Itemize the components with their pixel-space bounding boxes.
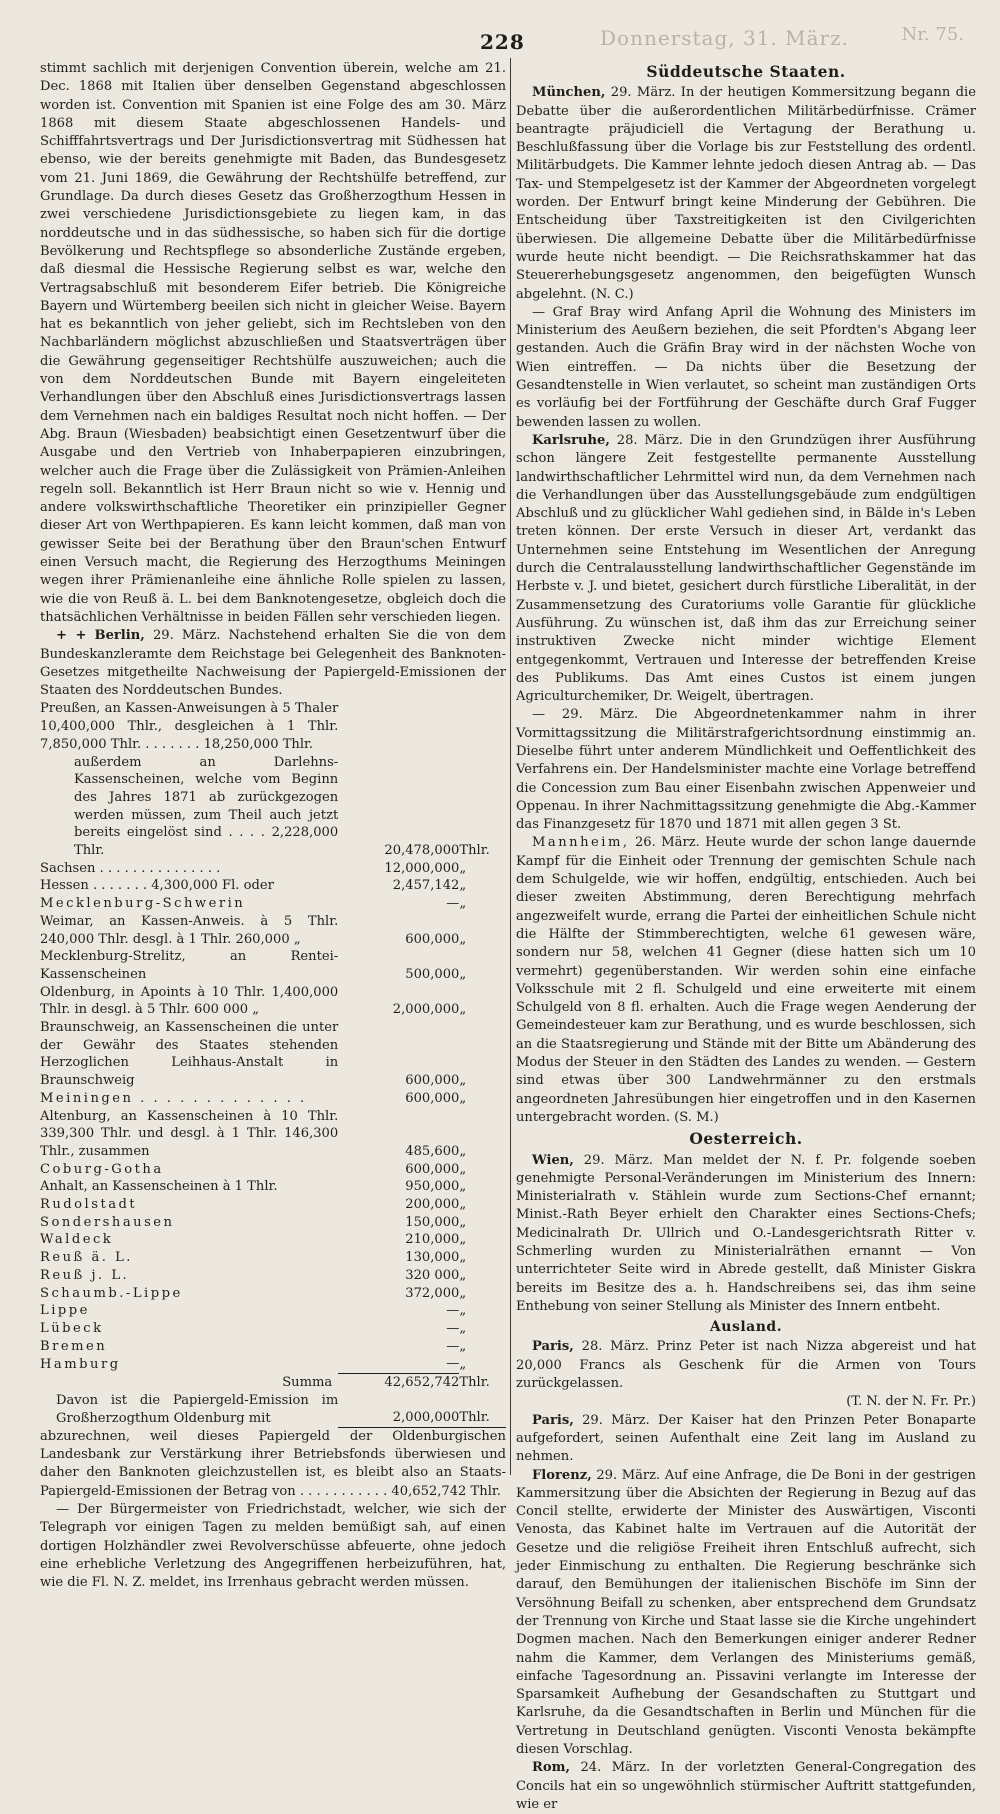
- article-text: — Der Bürgermeister von Friedrichstadt, welcher, wie sich der Telegraph vor einigen Tagen zu melden bemüßigt sah, auf einen dortigen Holzhändler zwei Revolverschüsse abfeuerte, ohne jedoch eine erhebliche Verletzung des Angegriffenen herbeizuführen, hat, wie die Fl. N. Z. meldet, ins Irrenhaus gebracht werden müssen.: [40, 1501, 506, 1591]
- state-amount: 600,000: [405, 1073, 460, 1089]
- dateline-date: 29. März.: [582, 1412, 650, 1428]
- article-paris-1: [516, 1338, 976, 1393]
- ditto-mark: „: [459, 1179, 467, 1195]
- article-karlsruhe: [516, 432, 976, 706]
- state-amount: 2,457,142: [392, 878, 460, 894]
- state-amount: 2,000,000: [392, 1002, 460, 1018]
- page-header: [0, 22, 1000, 60]
- dateline-date: 26. März.: [634, 835, 700, 851]
- state-label: Rudolstadt: [40, 1197, 138, 1213]
- ditto-mark: „: [459, 1197, 467, 1213]
- dateline-city: Paris,: [532, 1412, 574, 1428]
- ditto-mark: „: [459, 1356, 467, 1372]
- state-label: Reuß ä. L.: [40, 1250, 133, 1266]
- state-label: Reuß j. L.: [40, 1267, 130, 1283]
- table-row: [40, 860, 506, 878]
- state-label: Bremen: [40, 1338, 108, 1354]
- state-amount: —: [446, 896, 460, 912]
- ditto-mark: „: [459, 966, 467, 982]
- article-text: Auf eine Anfrage, die De Boni in der gestrigen Kammersitzung über die Absichten der Regierung in Bezug auf das Concil stellte, erwiderte der Minister des Auswärtigen, Visconti Venosta, das Kabinet halte im Vertrauen auf die Autorität der Gesetze und die religiöse Freiheit ihren Entschluß aufrecht, sich jeder Einmischung zu enthalten. Die Regierung beschränke sich darauf, den Bemühungen der italienischen Bischöfe im Sinn der Versöhnung Beifall zu schenken, aber entsprechend dem Grundsatz der Trennung von Kirche und Staat lasse sie die Kirche ungehindert Dogmen machen. Nach den Bemerkungen einiger anderer Redner nahm die Kammer, dem Verlangen des Ministeriums gemäß, einfache Tagesordnung an. Pissavini verlangte im Interesse der Sparsamkeit Aufhebung der Gesandschaften zu Stuttgart und Karlsruhe, da die Gesandtschaften in Berlin und München für die Vertretung in Deutschland genügten. Visconti Venosta bekämpfte diesen Vorschlag.: [516, 1467, 976, 1758]
- ditto-mark: „: [459, 1232, 467, 1248]
- ditto-mark: „: [459, 878, 467, 894]
- dateline-city: Florenz,: [532, 1467, 592, 1483]
- ditto-mark: „: [459, 1285, 467, 1301]
- table-row: [40, 1090, 506, 1108]
- table-row: [40, 1249, 506, 1267]
- state-label: Oldenburg, in Apoints à 10 Thlr. 1,400,000 Thlr. in desgl. à 5 Thlr. 600 000 „: [40, 984, 339, 1018]
- source-credit: (S. M.): [674, 1109, 719, 1125]
- state-label: Meiningen . . . . . . . . . . . . .: [40, 1090, 307, 1106]
- state-label: Sachsen . . . . . . . . . . . . . . .: [40, 860, 221, 876]
- state-amount: —: [446, 1338, 460, 1354]
- state-label: Hessen . . . . . . . 4,300,000 Fl. oder: [40, 878, 274, 894]
- article-text: — Graf Bray wird Anfang April die Wohnung des Ministers im Ministerium des Aeußern beziehen, die seit Pfordten's Abgang leer gestanden. Auch die Gräfin Bray wird in der nächsten Woche von Wien eintreffen. — Da nichts über die Besetzung der Gesandtenstelle in Wien verlautet, so scheint man zuständigen Orts es vorläufig bei der Fortführung der Geschäfte durch Graf Fugger bewenden lassen zu wollen.: [516, 304, 976, 430]
- deduction-label: Davon ist die Papiergeld-Emission im Großherzogthum Oldenburg mit: [56, 1392, 339, 1426]
- state-amount: 130,000: [405, 1250, 460, 1266]
- ditto-mark: „: [459, 1214, 467, 1230]
- article-text: Nachstehend erhalten Sie die von dem Bundeskanzleramte dem Reichstage bei Gelegenheit des Banknoten-Gesetzes mitgetheilte Nachweisung der Papiergeld-Emissionen der Staaten des Norddeutschen Bundes.: [40, 628, 506, 699]
- ditto-mark: „: [459, 1161, 467, 1177]
- article-text: stimmt sachlich mit derjenigen Convention überein, welche am 21. Dec. 1868 mit Italien über denselben Gegenstand abgeschlossen worden ist. Convention mit Spanien ist eine Folge des am 30. März 1868 mit diesem Staate abgeschlossenen Handels- und Schifffahrtsvertrags und Der Jurisdictionsvertrag mit Südhessen hat ebenso, wie der bereits genehmigte mit Baden, das Bundesgesetz vom 21. Juni 1869, die Gewährung der Rechtshülfe betreffend, zur Grundlage. Da durch dieses Gesetz das Großherzogthum Hessen in zwei verschiedene Jurisdictionsgebiete zu liegen kam, in das norddeutsche und in das südhessische, so haben sich für die dortige Bevölkerung und Rechtspflege so absonderliche Zustände ergeben, daß diesmal die Hessische Regierung selbst es war, welche den Vertragsabschluß mit besonderem Eifer betrieb. Die Königreiche Bayern und Würtemberg beeilen sich nicht in gleicher Weise. Bayern hat es bekanntlich von jeher geliebt, sich im Rechtsleben von den Nachbarländern möglichst abzuschließen und Staatsverträgen über die Gewährung gegenseitiger Rechtshülfe auszuweichen; auch die von dem Norddeutschen Bunde mit Bayern eingeleiteten Verhandlungen über den Abschluß eines Jurisdictionsvertrags lassen dem Vernehmen nach ein baldiges Resultat noch nicht hoffen. — Der Abg. Braun (Wiesbaden) beabsichtigt einen Gesetzentwurf über die Ausgabe und den Vertrieb von Inhaberpapieren einzubringen, welcher auch die Frage über die Zulässigkeit von Prämien-Anleihen regeln soll. Bekanntlich ist Herr Braun nicht so wie v. Hennig und andere volkswirthschaftliche Theoretiker ein prinzipieller Gegner dieser Art von Werthpapieren. Es kann leicht kommen, daß man von gewisser Seite bei der Berathung über den Braun'schen Entwurf einen Versuch macht, die Regierung des Herzogthums Meiningen wegen ihrer Prämienanleihe eine ähnliche Rolle spielen zu lassen, wie die von Reuß ä. L. bei dem Banknotengesetze, obgleich doch die thatsächlichen Verhältnisse in beiden Fällen sehr verschieden liegen.: [40, 61, 506, 625]
- table-row: [40, 1108, 506, 1161]
- table-row: [40, 1320, 506, 1338]
- article-text: Man meldet der N. f. Pr. folgende soeben genehmigte Personal-Veränderungen im Ministerium des Innern: Ministerialrath v. Stählein wurde zum Sections-Chef ernannt; Minist.-Rath Beyer erhielt den Charakter eines Sections-Chefs; Medicinalrath Dr. Ullrich und O.-Landesgerichtsrath Ritter v. Schmerling wurden zu Ministerialräthen ernannt — Von unterrichteter Seite wird in Abrede gestellt, daß Minister Giskra bereits im Besitze des a. h. Handschreibens sei, das ihm seine Enthebung von seiner Stellung als Minister des Innern entbeht.: [516, 1152, 976, 1314]
- state-label: Anhalt, an Kassenscheinen à 1 Thlr.: [40, 1179, 278, 1195]
- dateline-date: 29. März.: [583, 1152, 654, 1168]
- state-label: Braunschweig, an Kassenscheinen die unter der Gewähr des Staates stehenden Herzoglichen Leihhaus-Anstalt in Braunschweig: [40, 1020, 339, 1089]
- table-row: [40, 1161, 506, 1179]
- table-row: [40, 1178, 506, 1196]
- table-row: [40, 1285, 506, 1303]
- source-credit: (T. N. der N. Fr. Pr.): [846, 1394, 976, 1410]
- ditto-mark: „: [459, 1143, 467, 1159]
- ditto-mark: „: [459, 1267, 467, 1283]
- unit-label: Thlr.: [459, 843, 490, 859]
- state-amount: 372,000: [405, 1285, 460, 1301]
- state-label: Waldeck: [40, 1232, 114, 1248]
- article-text: Prinz Peter ist nach Nizza abgereist und hat 20,000 Francs als Geschenk für die Armen von Tours zurückgelassen.: [516, 1339, 976, 1392]
- table-row: [40, 1019, 506, 1090]
- table-row: [40, 895, 506, 913]
- dateline-date: 29. März.: [152, 628, 221, 644]
- column-divider: [510, 58, 511, 1475]
- state-label: Mecklenburg-Strelitz, an Rentei-Kassenscheinen: [40, 949, 339, 982]
- article-florenz: [516, 1467, 976, 1760]
- ditto-mark: „: [459, 1321, 467, 1336]
- state-amount: —: [446, 1303, 460, 1319]
- page-number: 228: [480, 30, 525, 54]
- table-total-row: [40, 1374, 506, 1392]
- state-label: Coburg-Gotha: [40, 1161, 164, 1177]
- dateline-date: 28. März.: [581, 1339, 649, 1355]
- table-row: [40, 948, 506, 983]
- dateline-city: Wien,: [532, 1152, 574, 1168]
- source-credit: (N. C.): [590, 286, 634, 302]
- state-sublabel: außerdem an Darlehns-Kassenscheinen, welche vom Beginn des Jahres 1871 ab zurückgezogen werden müssen, zum Theil auch jetzt bereits eingelöst sind . . . . 2,228,000 Thlr.: [74, 754, 339, 859]
- ditto-mark: „: [459, 931, 467, 947]
- dateline-date: 29. März.: [596, 1467, 661, 1483]
- article-mannheim: [516, 834, 976, 1127]
- ditto-mark: „: [459, 1250, 467, 1266]
- ditto-mark: „: [459, 1073, 467, 1089]
- article-text: In der heutigen Kommersitzung begann die Debatte über die außerordentlichen Militärbedürfnisse. Crämer beantragte präjudiciell die Vertagung der Berathung u. Beschlußfassung über die Vorlage bis zur Feststellung des ordentl. Militärbudgets. Die Kammer lehnte jedoch diesen Antrag ab. — Das Tax- und Stempelgesetz ist der Kammer der Abgeordneten vorgelegt worden. Der Entwurf bringt keine Minderung der Gebühren. Die Entscheidung über Taxstreitigkeiten ist den Civilgerichten überwiesen. Die allgemeine Debatte über die Militärbedürfnisse wurde heute nicht beendigt. — Die Reichsrathskammer hat das Steuererhebungsgesetz angenommen, den beigefügten Wunsch abgelehnt.: [516, 85, 976, 302]
- dateline-date: 28. März.: [616, 432, 683, 448]
- state-amount: 200,000: [405, 1197, 460, 1213]
- dateline-city: Mannheim,: [532, 835, 630, 851]
- total-label: Summa: [282, 1375, 333, 1391]
- table-row: [40, 700, 506, 859]
- state-amount: 20,478,000: [384, 843, 460, 859]
- state-label: Lübeck: [40, 1321, 104, 1336]
- table-row: [40, 1231, 506, 1249]
- state-amount: 12,000,000: [384, 860, 460, 876]
- state-amount: 150,000: [405, 1214, 460, 1230]
- ditto-mark: „: [459, 860, 467, 876]
- ditto-mark: „: [459, 1002, 467, 1018]
- section-heading: Ausland.: [709, 1319, 783, 1336]
- table-row: [40, 1214, 506, 1232]
- section-heading: Süddeutsche Staaten.: [646, 62, 846, 81]
- dateline-city: München,: [532, 85, 606, 101]
- article-text: In der vorletzten General-Congregation des Concils hat ein so ungewöhnlich stürmischer Auftritt stattgefunden, wie er: [516, 1760, 976, 1812]
- dateline-city: Karlsruhe,: [532, 432, 610, 448]
- correspondent-mark: + +: [56, 628, 87, 644]
- ditto-mark: „: [459, 1338, 467, 1354]
- article-paris-2: [516, 1412, 976, 1467]
- unit-label: Thlr.: [459, 1392, 506, 1427]
- table-row: [40, 1302, 506, 1320]
- dateline-city: Paris,: [532, 1339, 574, 1355]
- table-row: [40, 913, 506, 948]
- state-label: Sondershausen: [40, 1214, 175, 1230]
- article-wien: [516, 1152, 976, 1317]
- paper-money-table: [40, 700, 506, 1427]
- article-rom: [516, 1759, 976, 1814]
- dateline-date: 24. März.: [580, 1760, 651, 1776]
- dateline-date: 29. März.: [610, 85, 676, 101]
- state-amount: 600,000: [405, 1090, 460, 1106]
- article-text: Der Kaiser hat den Prinzen Peter Bonaparte aufgefordert, seinen Aufenthalt eine Zeit lang im Ausland zu nehmen.: [516, 1412, 976, 1465]
- state-label: Preußen, an Kassen-Anweisungen à 5 Thaler 10,400,000 Thlr., desgleichen à 1 Thlr. 7,850,000 Thlr. . . . . . . . 18,250,000 Thlr. außerdem an Darlehns-Kassenscheinen, welche vom Beginn des Jahres 1871 ab zurückgezogen werden müssen, zum Theil auch jetzt bereits eingelöst sind . . . . 2,228,000 Thlr.: [40, 701, 339, 859]
- state-amount: 320 000: [405, 1267, 460, 1283]
- section-heading: Oesterreich.: [689, 1129, 803, 1149]
- unit-label: Thlr.: [459, 1375, 490, 1391]
- right-column: [516, 60, 976, 1812]
- state-label: Altenburg, an Kassenscheinen à 10 Thlr. 339,300 Thlr. und desgl. à 1 Thlr. 146,300 Thlr., zusammen: [40, 1108, 339, 1159]
- left-column: [40, 60, 506, 1591]
- deduction-amount: 2,000,000: [338, 1392, 459, 1427]
- state-label: Weimar, an Kassen-Anweis. à 5 Thlr. 240,000 Thlr. desgl. à 1 Thlr. 260,000 „: [40, 913, 339, 947]
- state-amount: 600,000: [405, 1161, 460, 1177]
- bleed-through-title: Donnerstag, 31. März.: [600, 26, 849, 50]
- article-text: Heute wurde der schon lange dauernde Kampf für die Einheit oder Trennung der gemischten Schule nach dem Schulgelde, wie wir hoffen, endgültig, entschieden. Auch bei dieser zweiten Abstimmung, deren Berechtigung mehrfach angezweifelt wurde, errang die Partei der einheitlichen Schule nicht die Hälfte der Stimmberechtigten, welche 61 gewesen wäre, sondern nur 58, welchen 41 Gegner (diese hatten sich um 10 vermehrt) gegenüberstanden. Wir werden sohin eine einfache Volksschule mit 2 fl. Schulgeld und eine erweiterte mit einem Schulgeld von 8 fl. erhalten. Auch die Frage wegen Aenderung der Gemeindesteuer kam zur Berathung, und es wurde beschlossen, sich an die Staatsregierung und Stände mit der Bitte um Abänderung des Modus der Steuer in den Städten des Landes zu wenden. — Gestern sind etwas über 300 Landwehrmänner zu den erstmals angeordneten Jahresübungen hier eingetroffen und in den Kasernen untergebracht worden.: [516, 835, 976, 1125]
- state-amount: 210,000: [405, 1232, 460, 1248]
- ditto-mark: „: [459, 896, 467, 912]
- state-label: Schaumb.-Lippe: [40, 1285, 183, 1301]
- state-label: Mecklenburg-Schwerin: [40, 896, 246, 912]
- state-amount: 600,000: [405, 931, 460, 947]
- ditto-mark: „: [459, 1303, 467, 1319]
- state-amount: 500,000: [405, 966, 460, 982]
- table-row: [40, 1196, 506, 1214]
- dateline-city: Rom,: [532, 1760, 571, 1776]
- bleed-through-issue-number: Nr. 75.: [901, 24, 964, 45]
- state-amount: 485,600: [405, 1143, 460, 1159]
- state-label: Hamburg: [40, 1356, 121, 1372]
- article-muenchen: [516, 84, 976, 304]
- table-row: [40, 877, 506, 895]
- state-label: Lippe: [40, 1303, 90, 1319]
- table-row: [40, 984, 506, 1019]
- table-row: [40, 1355, 506, 1373]
- table-row: [40, 1267, 506, 1285]
- table-row: [40, 1338, 506, 1356]
- dateline-city: Berlin,: [94, 628, 145, 644]
- ditto-mark: „: [459, 1090, 467, 1106]
- state-amount: —: [446, 1356, 460, 1372]
- state-amount: 950,000: [405, 1179, 460, 1195]
- article-berlin: [40, 627, 506, 700]
- total-amount: 42,652,742: [338, 1374, 459, 1392]
- article-text: Die in den Grundzügen ihrer Ausführung schon längere Zeit festgestellte permanente Ausstellung landwirthschaftlicher Lehrmittel wird nun, da dem Vernehmen nach die Verhandlungen über das Ausstellungsgebäude zum endgültigen Abschluß und zu glücklicher Wahl gediehen sind, in Bälde in's Leben treten können. Der erste Versuch in dieser Art, verdankt das Unternehmen seine Entstehung im Wesentlichen der Anregung durch die Centralausstellung landwirthschaftlicher Gegenstände im Herbste v. J. und bietet, gesichert durch fürstliche Liberalität, in der Zusammensetzung des Curatoriums volle Garantie für glückliche Ausführung. Zu wünschen ist, daß ihm das zur Erreichung seiner instruktiven Zwecke nicht minder wichtige Element entgegenkommt, Vertrauen und Interesse der betreffenden Kreise des Publikums. Das Amt eines Custos ist einem jungen Agriculturchemiker, Dr. Weigelt, übertragen.: [516, 432, 976, 705]
- article-text: abzurechnen, weil dieses Papiergeld der Oldenburgischen Landesbank zur Verstärkung ihrer Betriebsfonds überwiesen und daher den Banknoten gleichzustellen ist, es bleibt also an Staats-Papiergeld-Emissionen der Betrag von . . . . . . . . . . . 40,652,742 Thlr.: [40, 1428, 506, 1499]
- table-row: [40, 1392, 506, 1427]
- article-text: — 29. März. Die Abgeordnetenkammer nahm in ihrer Vormittagssitzung die Militärstrafgerichtsordnung einstimmig an. Dieselbe führt unter anderem Mündlichkeit und Oeffentlichkeit des Verfahrens ein. Der Handelsminister machte eine Vorlage betreffend die Concession zum Bau einer Eisenbahn zwischen Appenweier und Oppenau. In ihrer Nachmittagssitzung genehmigte die Abg.-Kammer das Finanzgesetz für 1870 und 1871 mit allen gegen 3 St.: [516, 707, 976, 833]
- state-amount: —: [446, 1321, 460, 1336]
